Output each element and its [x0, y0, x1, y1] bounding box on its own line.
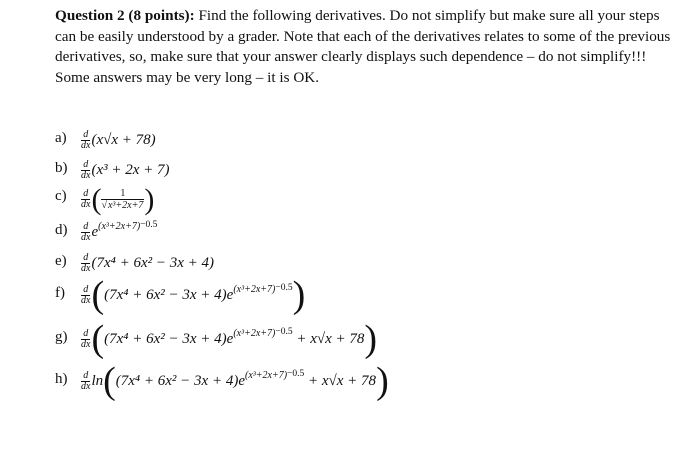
derivative-operator: $\frac{d}{dx}$	[81, 328, 91, 350]
question-intro	[55, 6, 680, 88]
exponent: (x³+2x+7)	[98, 220, 141, 232]
item-label: g)	[55, 329, 68, 345]
expression: $\frac{d}{dx}$ $((7x^4 + 6x^2 - 3x + 4)e^{(x^3+2x+7)-0.5} + x√x + 78)$	[81, 317, 378, 360]
derivative-operator: $\frac{d}{dx}$	[81, 188, 91, 210]
derivative-operator: $\frac{d}{dx}$	[81, 284, 91, 306]
item-label: h)	[55, 371, 68, 387]
expression	[81, 253, 214, 274]
expression	[81, 160, 170, 181]
expression: $\frac{d}{dx}$ $\ln((7x^4 + 6x^2 - 3x + 4)e^{(x^3+2x+7)-0.5} + x√x + 78)$	[81, 359, 389, 402]
item-label: e)	[55, 253, 67, 269]
derivative-operator: $\frac{d}{dx}$	[81, 159, 91, 181]
question-instructions: Find the following derivatives. Do not simplify but make sure all your steps can be easily understood by a grader. Note that each of the derivatives relates to some of the previous derivatives, so, make sure that your answer clearly displays such dependence – do not simplify!!! Some answers may be very long – it is OK.	[55, 7, 671, 86]
expression-body: (x√x + 78)	[91, 131, 156, 148]
expression	[81, 130, 156, 151]
expression: $\frac{d}{dx}$ $e^{(x^3+2x+7)-0.5}$	[81, 219, 158, 243]
derivative-operator: $\frac{d}{dx}$	[81, 221, 91, 243]
item-label: d)	[55, 222, 68, 238]
question-heading: Question 2 (8 points):	[55, 7, 195, 24]
expression: $\frac{d}{dx}$ $((7x^4 + 6x^2 - 3x + 4)e^{(x^3+2x+7)-0.5})$	[81, 273, 306, 316]
derivative-operator: $\frac{d}{dx}$	[81, 129, 91, 151]
item-label: b)	[55, 160, 68, 176]
item-label: f)	[55, 285, 65, 301]
derivative-operator: $\frac{d}{dx}$	[81, 252, 91, 274]
expression-body: (7x⁴ + 6x² − 3x + 4)	[91, 254, 214, 271]
item-label: a)	[55, 130, 67, 146]
expression: $\frac{d}{dx}$ ( $\frac{1}{\text{√x³+2x+7}}$ )	[81, 182, 155, 216]
expression-body: (x³ + 2x + 7)	[91, 161, 170, 178]
reciprocal-fraction: $\frac{1}{\text{√x³+2x+7}}$	[101, 188, 144, 211]
item-label: c)	[55, 188, 67, 204]
derivative-operator: $\frac{d}{dx}$	[81, 370, 91, 392]
